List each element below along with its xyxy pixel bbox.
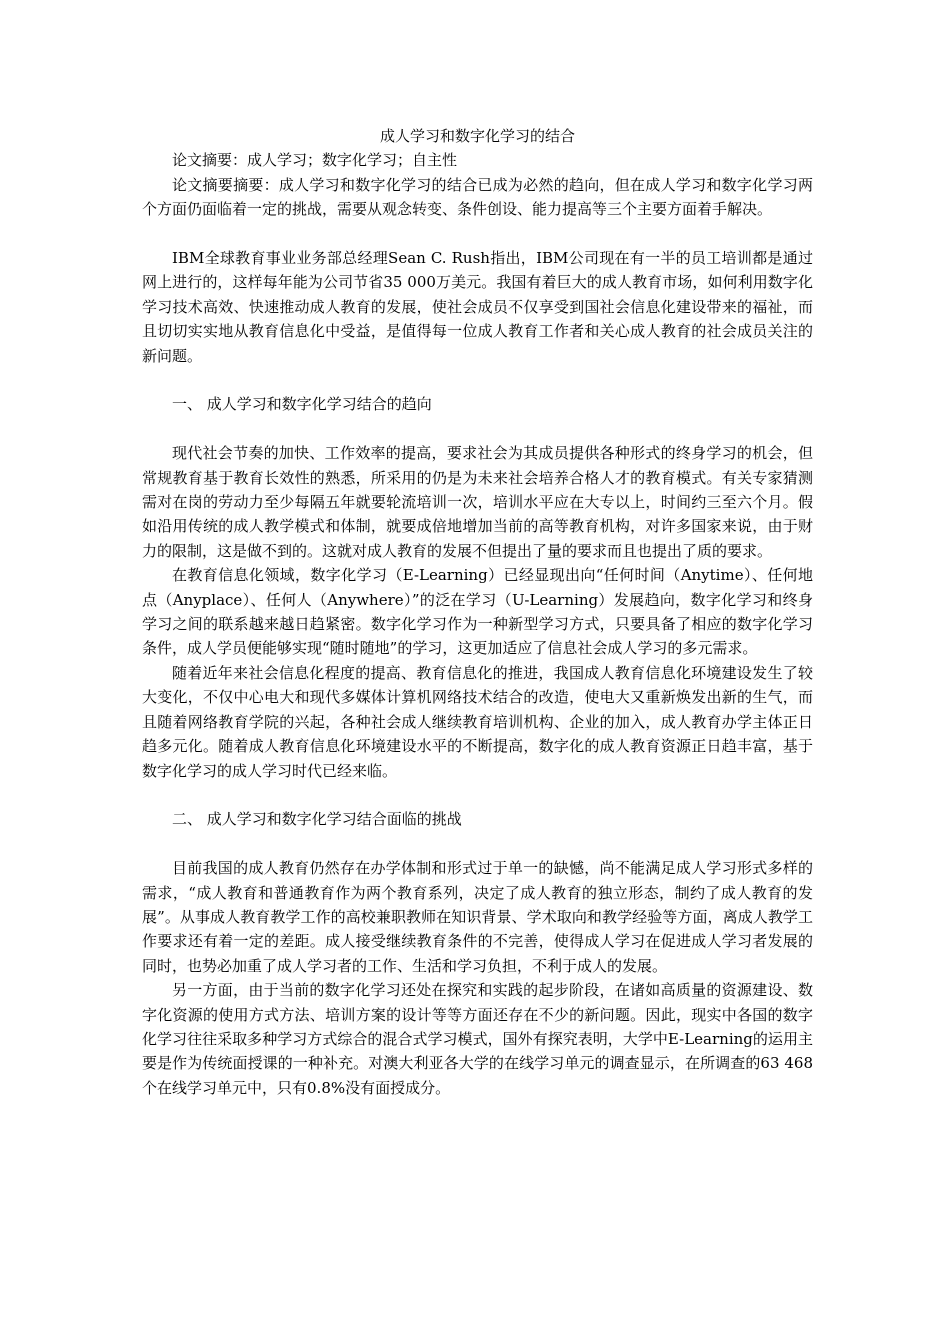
section-2-paragraph: 目前我国的成人教育仍然存在办学体制和形式过于单一的缺憾，尚不能满足成人学习形式多样的需求，“成人教育和普通教育作为两个教育系列，决定了成人教育的独立形态，制约了成人教育的发展”。从事成人教育教学工作的高校兼职教师在知识背景、学术取向和教学经验等方面，离成人教学工作要求还有着一定的差距。成人接受继续教育条件的不完善，使得成人学习在促进成人学习者发展的同时，也势必加重了成人学习者的工作、生活和学习负担，不利于成人的发展。: [142, 859, 813, 975]
document-title: 成人学习和数字化学习的结合: [379, 127, 575, 145]
section-1-paragraph: 随着近年来社会信息化程度的提高、教育信息化的推进，我国成人教育信息化环境建设发生了较大变化，不仅中心电大和现代多媒体计算机网络技术结合的改造，使电大又重新焕发出新的生气，而且随着网络教育学院的兴起，各种社会成人继续教育培训机构、企业的加入，成人教育办学主体正日趋多元化。随着成人教育信息化环境建设水平的不断提高，数字化的成人教育资源正日趋丰富，基于数字化学习的成人学习时代已经来临。: [142, 663, 813, 780]
section-1-paragraph: 现代社会节奏的加快、工作效率的提高，要求社会为其成员提供各种形式的终身学习的机会，但常规教育基于教育长效性的熟悉，所采用的仍是为未来社会培养合格人才的教育模式。有关专家猜测需对在岗的劳动力至少每隔五年就要轮流培训一次，培训水平应在大专以上，时间约三至六个月。假如沿用传统的成人教学模式和体制，就要成倍地增加当前的高等教育机构，对许多国家来说，由于财力的限制，这是做不到的。这就对成人教育的发展不但提出了量的要求而且也提出了质的要求。: [142, 444, 813, 560]
section-2-heading: 二、 成人学习和数字化学习结合面临的挑战: [172, 810, 462, 829]
keywords-line: 论文摘要：成人学习；数字化学习；自主性: [172, 151, 458, 170]
abstract-paragraph: 论文摘要摘要：成人学习和数字化学习的结合已成为必然的趋向，但在成人学习和数字化学习两个方面仍面临着一定的挑战，需要从观念转变、条件创设、能力提高等三个主要方面着手解决。: [142, 175, 813, 219]
spacer: [142, 368, 813, 392]
spacer: [142, 417, 813, 441]
spacer: [142, 783, 813, 807]
intro-paragraph: IBM全球教育事业业务部总经理Sean C. Rush指出，IBM公司现在有一半的员工培训都是通过网上进行的，这样每年能为公司节省35 000万美元。我国有着巨大的成人教育市场，如何利用数字化学习技术高效、快速推动成人教育的发展，使社会成员不仅享受到国社会信息化建设带来的福祉，而且切切实实地从教育信息化中受益，是值得每一位成人教育工作者和关心成人教育的社会成员关注的新问题。: [142, 249, 813, 365]
spacer: [142, 222, 813, 246]
document-body: [142, 124, 813, 1100]
spacer: [142, 832, 813, 856]
section-2-paragraph: 另一方面，由于当前的数字化学习还处在探究和实践的起步阶段，在诸如高质量的资源建设、数字化资源的使用方式方法、培训方案的设计等等方面还存在不少的新问题。因此，现实中各国的数字化学习往往采取多种学习方式综合的混合式学习模式，国外有探究表明，大学中E-Learning的运用主要是作为传统面授课的一种补充。对澳大利亚各大学的在线学习单元的调查显示，在所调查的63 468个在线学习单元中，只有0.8%没有面授成分。: [142, 981, 813, 1097]
section-1-heading: 一、 成人学习和数字化学习结合的趋向: [172, 395, 432, 414]
section-1-paragraph: 在教育信息化领域，数字化学习（E-Learning）已经显现出向“任何时间（Anytime）、任何地点（Anyplace）、任何人（Anywhere）”的泛在学习（U-Learning）发展趋向，数字化学习和终身学习之间的联系越来越日趋紧密。数字化学习作为一种新型学习方式，只要具备了相应的数字化学习条件，成人学员便能够实现“随时随地”的学习，这更加适应了信息社会成人学习的多元需求。: [142, 566, 813, 658]
